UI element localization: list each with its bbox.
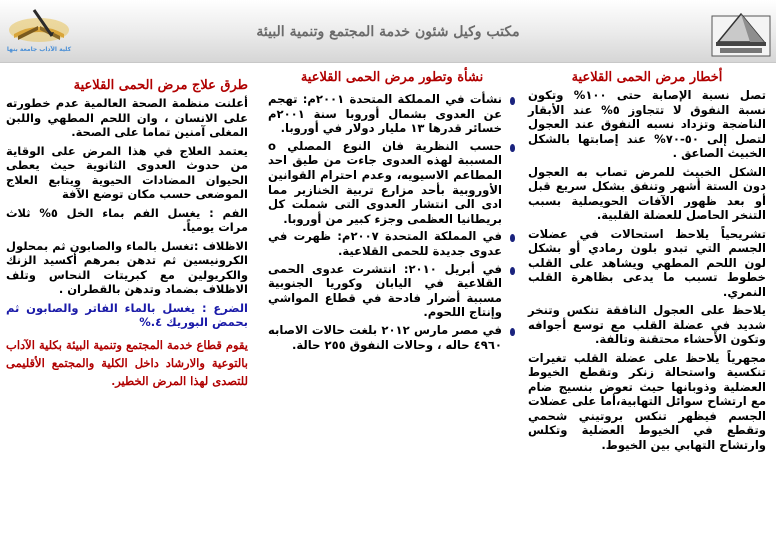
- history-list: [268, 92, 516, 352]
- list-item: في أبريل ٢٠١٠: انتشرت عدوى الحمى القلاعية في اليابان وكوريا الجنوبية مسببة أضرار فادحة في قطاع المواشي وإنتاج اللحوم.: [268, 261, 502, 320]
- history-column: [268, 68, 516, 355]
- dangers-paragraph: يلاحظ على العجول النافقة تنكس وتنخر شديد في عضلة القلب مع توسع أجوافه وتكون الأحشاء محتقنة وتالفة.: [528, 303, 766, 346]
- list-item: نشأت في المملكة المتحدة ٢٠٠١م: تهجم عن العدوى بشمال أوروبا سنة ٢٠٠١م خسائر قدرها ١٣ مليار دولار في أوروبا.: [268, 92, 502, 136]
- treatment-paragraph: أعلنت منظمة الصحة العالمية عدم خطورته على الانسان ، وان اللحم المطهي واللبن المغلى آمنين تماما على الصحة.: [6, 96, 248, 139]
- udder-treatment-paragraph: الضرع : يغسل بالماء الفاتر والصابون ثم بحمض البوريك ٤.%: [6, 300, 248, 329]
- treatment-paragraph: الاظلاف :تغسل بالماء والصابون ثم بمحلول الكرونيسين ثم تدهن بمرهم أكسيد الزنك والكريولين مع كبريتات النحاس وتلف الاظلاف بضماد وتدهن بالقطران .: [6, 238, 248, 296]
- dangers-column: [528, 68, 766, 456]
- dangers-paragraph: تشريحياً يلاحظ استحالات في عضلات الجسم التي تبدو بلون رمادي أو بشكل لون اللحم المطهي ويشاهد على القلب خطوط تسبب ما يدعى بظاهرة القلب النمري.: [528, 226, 766, 299]
- list-item: في مصر مارس ٢٠١٢ بلغت حالات الاصابه ٤٩٦٠ حاله ، وحالات النفوق ٢٥٥ حالة.: [268, 322, 502, 352]
- awareness-note: يقوم قطاع خدمة المجتمع وتنمية البيئة بكلية الآداب بالتوعية والارشاد داخل الكلية والمجتمع الأقليمى للتصدى لهذا المرض الخطير.: [6, 337, 248, 388]
- logo-caption: كلية الآداب جامعة بنها: [6, 46, 72, 53]
- list-item: في المملكة المتحدة ٢٠٠٧م: ظهرت في عدوى جديدة للحمى القلاعية.: [268, 229, 502, 258]
- treatment-column: [6, 68, 248, 390]
- header-banner: [0, 0, 776, 63]
- dangers-paragraph: تصل نسبة الإصابة حتى ١٠٠% وتكون نسبة النفوق لا تتجاوز ٥% عند الأبقار الناضجة وتزداد نسبه النفوق عند العجول لتصل إلى ٥٠-٧٠% عند إصابتها بالشكل الخبيث الصاعق .: [528, 88, 766, 160]
- faculty-logo: [4, 6, 74, 60]
- list-item: حسب النظرية فان النوع المصلي o المسببة لهذه العدوى جاءت من طيق احد المطاعم الاسيويه، وعدم احترام القوانين الأوروبية بأحد مزارع تربية الخنازير مما ادى الى انتشار العدوى التى شملت كل بريطانيا العظمى وجزء كبير من أوروبا.: [268, 138, 502, 226]
- treatment-heading: طرق علاج مرض الحمى القلاعية: [73, 78, 248, 93]
- page-title: مكتب وكيل شئون خدمة المجتمع وتنمية البيئة: [256, 24, 520, 40]
- dangers-paragraph: الشكل الخبيث للمرض تصاب به العجول دون الستة أشهر وتنفق بشكل سريع قبل أو بعد ظهور الآفات الحويصلية بسبب التنخر الحاصل للعضلة القلبية.: [528, 164, 766, 222]
- book-pen-logo-icon: [4, 6, 74, 48]
- university-logo: [710, 6, 772, 58]
- treatment-paragraph: الفم : يغسل الفم بماء الخل ٥% ثلاث مرات يومياً.: [6, 205, 248, 234]
- dangers-heading: أخطار مرض الحمى القلاعية: [571, 70, 723, 85]
- pyramid-building-logo-icon: [710, 6, 772, 58]
- history-heading: نشأة وتطور مرض الحمى القلاعية: [300, 70, 484, 85]
- dangers-paragraph: مجهرياً يلاحظ على عضلة القلب تغيرات تنكسية واستحالة زنكر وتقطع الخيوط العضلية وذوبانها حيث تعوض بنسيج ضام مع ارتشاح سوائل التهابية،أما على عضلات الجسم فيظهر تنكس بروتيني شحمي وتقطع في الخيوط العضلية وتكلس وارتشاح التهابي بين الخيوط.: [528, 350, 766, 452]
- treatment-paragraph: يعتمد العلاج في هذا المرض على الوقاية من حدوث العدوى الثانوية حيث يعطى الحيوان المضادات الحيوية ويتابع العلاج الموضعى حسب مكان توضع الآفة: [6, 143, 248, 201]
